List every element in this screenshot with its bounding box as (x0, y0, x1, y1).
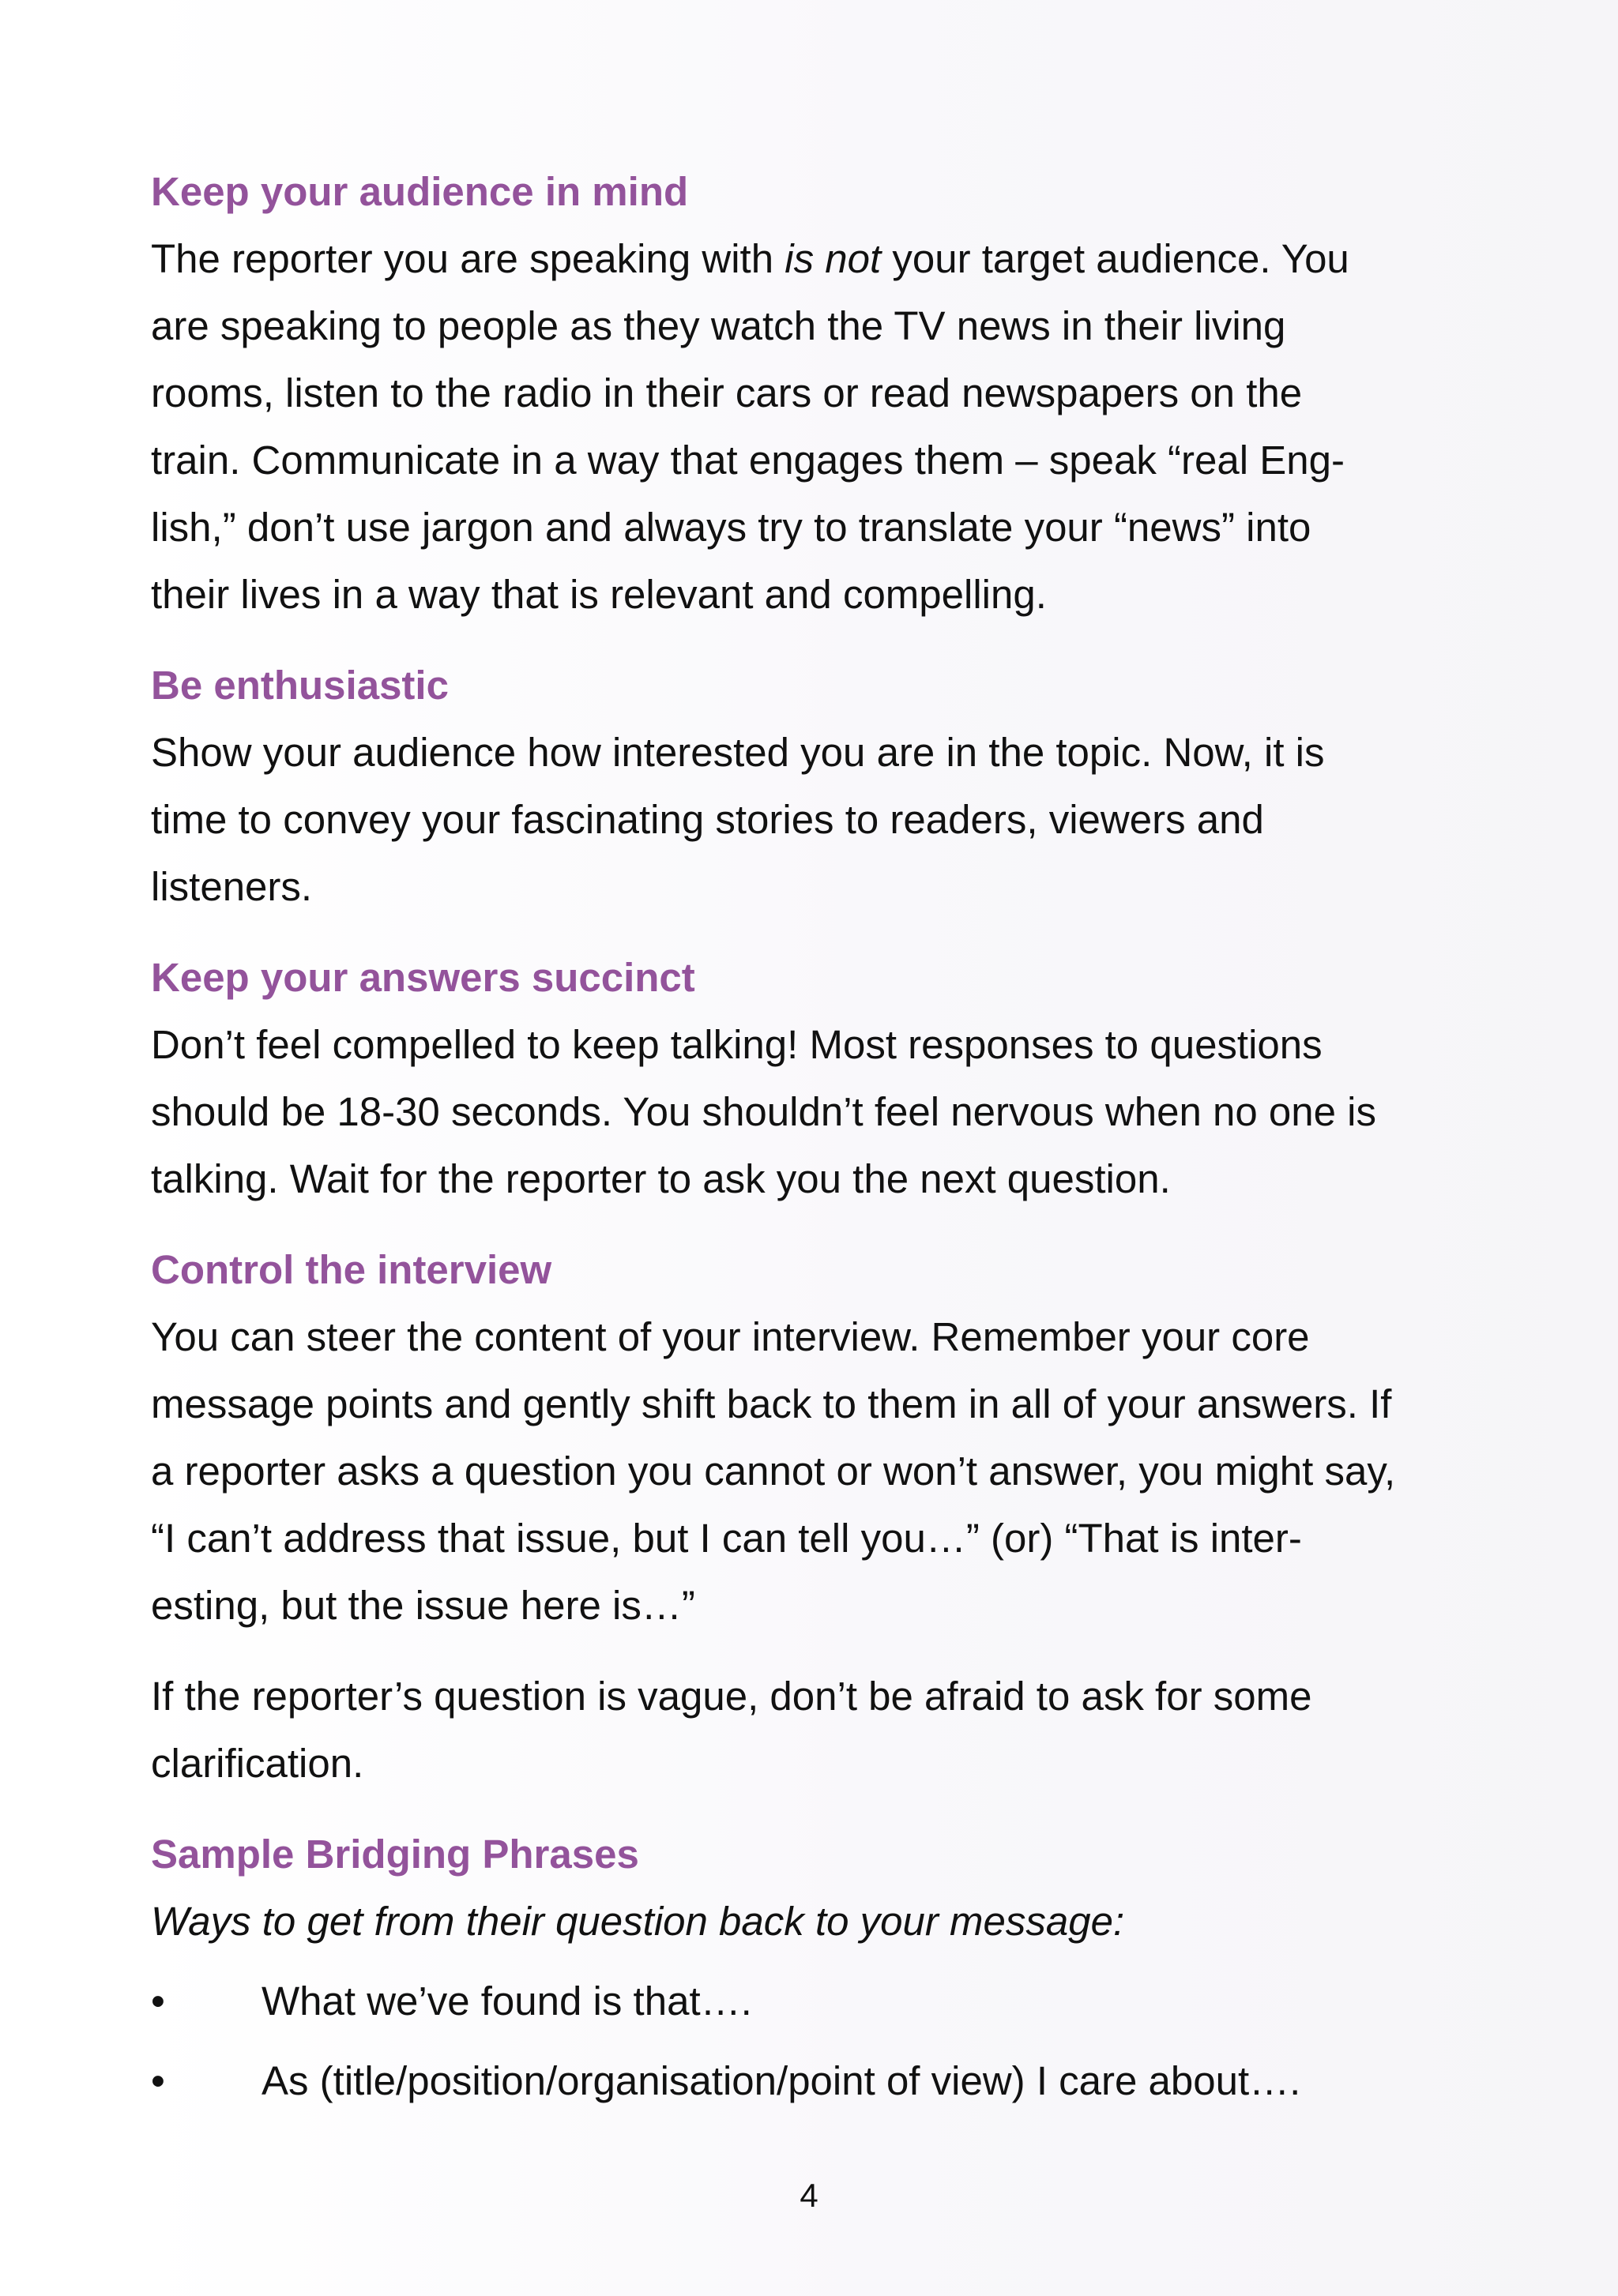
body-line: Don’t feel compelled to keep talking! Most responses to questions (151, 1022, 1323, 1067)
spacer (151, 628, 1494, 652)
body-line: esting, but the issue here is…” (151, 1583, 695, 1628)
bridging-list (151, 1967, 1494, 2114)
body-line (151, 225, 1494, 292)
section-body-audience (151, 225, 1494, 628)
list-item-text: What we’ve found is that…. (262, 1978, 752, 2024)
section-body-control-extra (151, 1663, 1494, 1797)
bridging-subtitle (151, 1888, 1494, 1955)
bullet-icon: • (151, 1978, 165, 2024)
body-line: their lives in a way that is relevant and compelling. (151, 572, 1047, 617)
body-line: are speaking to people as they watch the TV news in their living (151, 303, 1286, 348)
body-line: talking. Wait for the reporter to ask you the next question. (151, 1156, 1171, 1201)
bridging-heading: Sample Bridging Phrases (151, 1832, 639, 1877)
document-page (151, 158, 1494, 2114)
bullet-icon: • (151, 2058, 165, 2103)
body-line: lish,” don’t use jargon and always try to translate your “news” into (151, 505, 1311, 550)
section-body-control (151, 1303, 1494, 1639)
emphasis-text: is not (785, 236, 882, 281)
spacer (151, 1797, 1494, 1821)
spacer (151, 1212, 1494, 1236)
section-body-enthusiastic (151, 719, 1494, 920)
body-text: your target audience. You (881, 236, 1349, 281)
page-number: 4 (800, 2177, 818, 2214)
spacer (151, 1639, 1494, 1663)
section-heading-enthusiastic: Be enthusiastic (151, 663, 449, 708)
section-body-succinct (151, 1011, 1494, 1212)
section-heading-audience: Keep your audience in mind (151, 169, 689, 214)
list-item (151, 1967, 1494, 2035)
body-line: a reporter asks a question you cannot or won’t answer, you might say, (151, 1449, 1396, 1494)
list-item (151, 2047, 1494, 2114)
list-item-text: As (title/position/organisation/point of view) I care about…. (262, 2058, 1301, 2103)
body-line: time to convey your fascinating stories to readers, viewers and (151, 797, 1264, 842)
body-line: message points and gently shift back to them in all of your answers. If (151, 1381, 1392, 1426)
body-line: listeners. (151, 864, 313, 909)
body-line: should be 18-30 seconds. You shouldn’t feel nervous when no one is (151, 1089, 1376, 1134)
body-line: If the reporter’s question is vague, don’t be afraid to ask for some (151, 1674, 1312, 1719)
body-line: “I can’t address that issue, but I can tell you…” (or) “That is inter- (151, 1516, 1302, 1561)
body-line: Show your audience how interested you are in the topic. Now, it is (151, 730, 1325, 775)
body-line: You can steer the content of your interview. Remember your core (151, 1314, 1310, 1359)
spacer (151, 920, 1494, 944)
body-line: clarification. (151, 1741, 364, 1786)
body-line: rooms, listen to the radio in their cars or read newspapers on the (151, 370, 1303, 415)
body-line: Ways to get from their question back to your message: (151, 1899, 1125, 1944)
body-line: train. Communicate in a way that engages them – speak “real Eng- (151, 438, 1345, 483)
section-heading-control: Control the interview (151, 1247, 552, 1292)
body-text: The reporter you are speaking with (151, 236, 785, 281)
section-heading-succinct: Keep your answers succinct (151, 955, 695, 1000)
